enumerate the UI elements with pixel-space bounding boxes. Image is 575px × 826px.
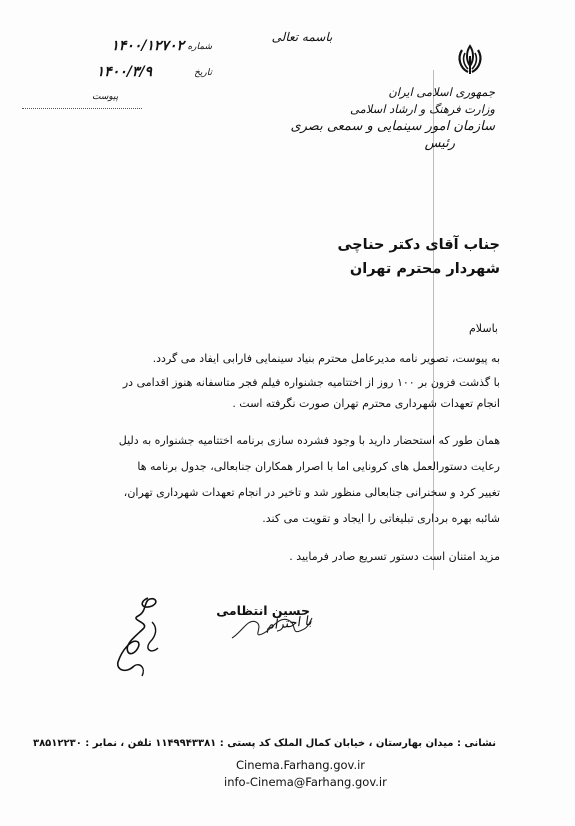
paragraph-2: [72, 372, 500, 414]
paragraph-line: انجام تعهدات شهرداری محترم تهران صورت نگرفته است .: [232, 397, 500, 410]
signatory-name: حسین انتظامی: [216, 603, 310, 618]
paragraph-line: رعایت دستورالعمل های کرونایی اما با اصرار همکاران جنابعالی، جدول برنامه ها: [137, 460, 500, 473]
paragraph-1: [72, 348, 500, 369]
letterhead-org: [290, 84, 495, 152]
closing-flourish-icon: [228, 608, 314, 648]
paragraph-line: همان طور که استحضار دارید با وجود فشرده سازی برنامه اختتامیه جشنواره به دلیل: [118, 434, 500, 447]
org-line-country: جمهوری اسلامی ایران: [388, 85, 495, 99]
paragraph-4: [72, 546, 500, 567]
paragraph-line: با گذشت فزون بر ۱۰۰ روز از اختتامیه جشنواره فیلم فجر متاسفانه هنوز اقدامی در: [122, 376, 500, 389]
org-line-ministry: وزارت فرهنگ و ارشاد اسلامی: [350, 102, 495, 116]
letterhead-motto: باسمه تعالی: [271, 30, 333, 44]
letter-meta: [22, 36, 212, 109]
letter-body: [72, 348, 500, 567]
meta-date-label: تاریخ: [194, 68, 212, 78]
meta-attachment-label: پیوست: [92, 92, 119, 102]
org-line-organization: سازمان امور سینمایی و سمعی بصری: [290, 119, 495, 134]
footer-address: نشانی : میدان بهارستان ، خیابان کمال الملک کد پستی : ۱۱۴۹۹۴۳۳۸۱ تلفن ، نمابر : ۳۸۵۱۲۲۳۰: [32, 738, 496, 749]
signature-closing: با احترام: [265, 613, 313, 634]
paragraph-line: به پیوست، تصویر نامه مدیرعامل محترم بنیاد سینمایی فارابی ایفاد می گردد.: [152, 352, 500, 365]
addressee: [260, 233, 500, 281]
greeting: باسلام: [468, 322, 498, 335]
org-line-title: رئیس: [424, 136, 455, 151]
iran-emblem-icon: [452, 42, 488, 78]
footer-website[interactable]: Cinema.Farhang.gov.ir: [236, 758, 366, 772]
paragraph-line: شائبه بهره برداری تبلیغاتی را ایجاد و تقویت می کند.: [262, 512, 500, 525]
meta-attachment-row: [22, 88, 142, 109]
addressee-line-1: جناب آقای دکتر حناچی: [337, 237, 500, 253]
meta-number-value: ۱۴۰۰/۱۲۷۰۲: [111, 38, 184, 54]
paragraph-3: [72, 428, 500, 532]
addressee-line-2: شهردار محترم تهران: [349, 261, 500, 277]
meta-date-value: ۱۴۰۰/۳/۹: [96, 64, 152, 80]
meta-number-label: شماره: [187, 42, 212, 52]
paragraph-line: مزید امتنان است دستور تسریع صادر فرمایید .: [289, 550, 500, 563]
meta-number-row: [22, 36, 212, 62]
paragraph-line: تغییر کرد و سخنرانی جنابعالی منظور شد و تاخیر در انجام تعهدات شهرداری تهران،: [123, 486, 500, 499]
handwritten-signature-icon: [108, 592, 186, 688]
meta-date-row: [22, 62, 212, 88]
footer-email[interactable]: info-Cinema@Farhang.gov.ir: [224, 775, 387, 789]
